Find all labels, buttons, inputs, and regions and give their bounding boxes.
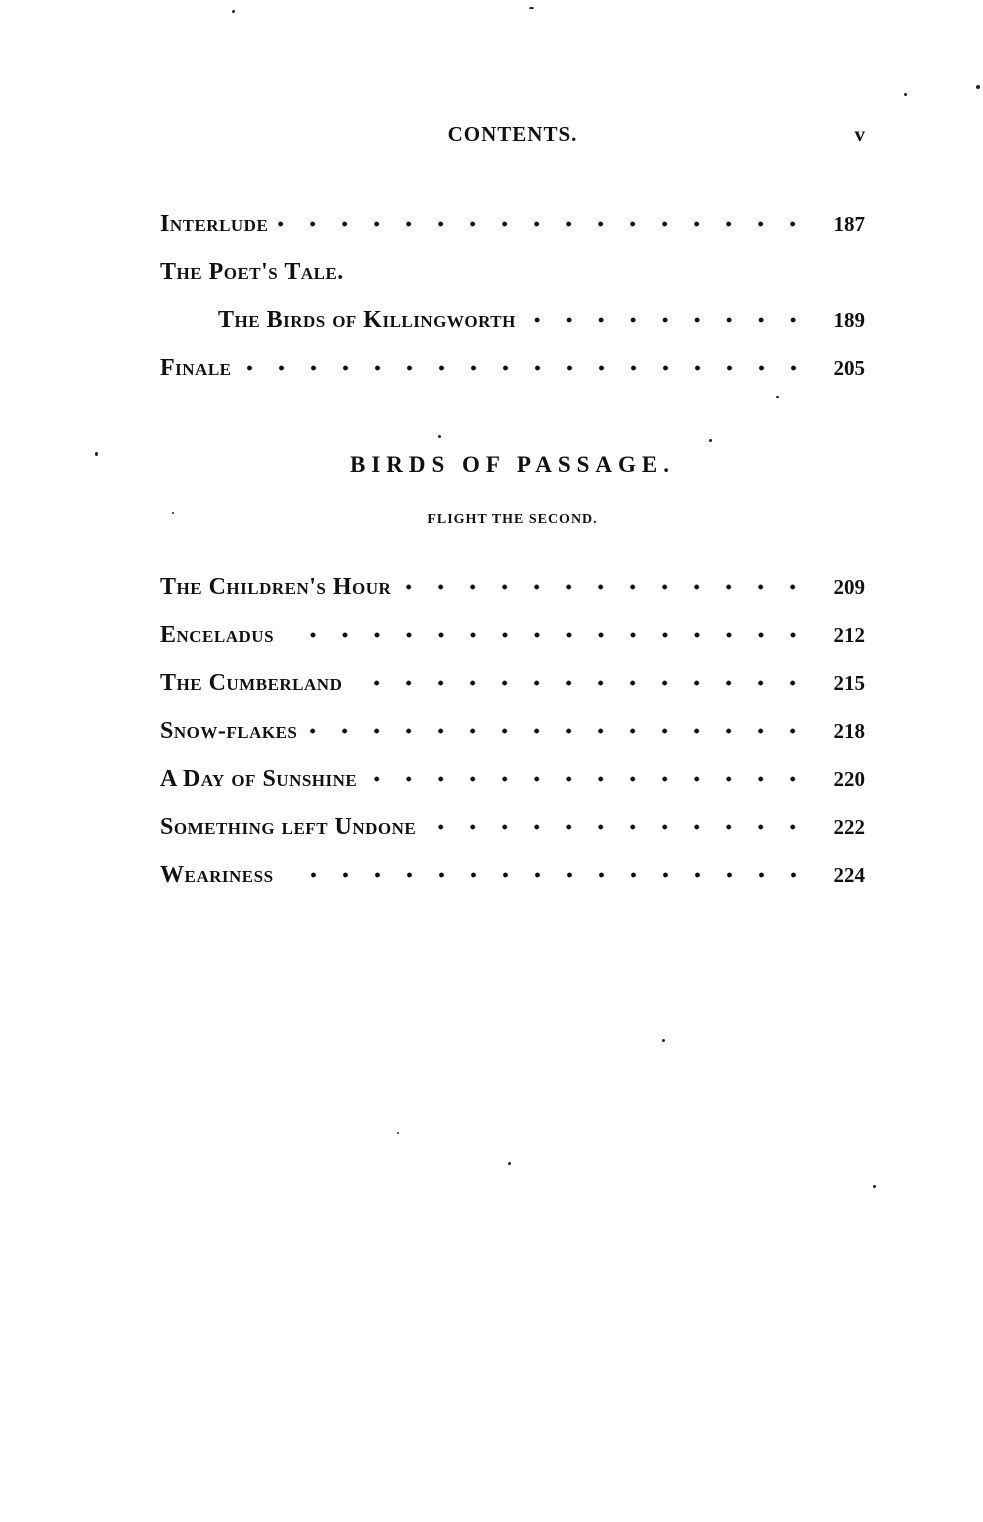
dot-leader <box>242 356 809 380</box>
dot-leader <box>367 767 809 791</box>
section-title: BIRDS OF PASSAGE. <box>349 452 675 477</box>
toc-entry <box>160 344 865 392</box>
page-numeral: v <box>854 122 865 146</box>
toc-entry-page: 224 <box>833 862 865 887</box>
toc-entry-page: 212 <box>833 622 865 647</box>
toc-entry-title: The Cumberland <box>160 669 343 696</box>
running-head <box>160 120 865 150</box>
toc-entry-page: 218 <box>833 718 865 743</box>
scan-speck <box>95 452 98 456</box>
toc-entry <box>160 803 865 851</box>
dot-leader <box>284 863 809 887</box>
dot-leader <box>352 671 809 695</box>
toc-entry <box>160 611 865 659</box>
toc-entry-page: 209 <box>833 574 865 599</box>
toc-entry-page: 187 <box>833 211 865 236</box>
toc-list-part1 <box>160 200 865 392</box>
scan-speck <box>976 85 980 89</box>
toc-entry-page: 189 <box>833 307 865 332</box>
toc-entry-title: The Children's Hour <box>160 573 392 600</box>
dot-leader <box>278 212 809 236</box>
toc-entry <box>160 563 865 611</box>
section-subtitle: FLIGHT THE SECOND. <box>427 512 598 527</box>
toc-entry-page: 215 <box>833 670 865 695</box>
scan-speck <box>508 1162 511 1165</box>
toc-list-part2 <box>160 563 865 899</box>
toc-entry-page: 222 <box>833 814 865 839</box>
toc-entry-title: Enceladus <box>160 621 275 648</box>
scan-speck <box>709 439 712 442</box>
running-title: CONTENTS. <box>447 122 578 146</box>
toc-entry-title: The Poet's Tale. <box>160 258 344 285</box>
dot-leader <box>401 575 809 599</box>
toc-entry-title: Interlude <box>160 210 269 237</box>
scan-speck <box>438 435 441 438</box>
dot-leader <box>307 719 809 743</box>
toc-entry-title: Weariness <box>160 861 274 888</box>
scan-speck <box>873 1185 876 1188</box>
scan-speck <box>232 10 235 13</box>
toc-entry <box>160 296 865 344</box>
toc-entry-title: Something left Undone <box>160 813 417 840</box>
toc-entry-title: Snow-flakes <box>160 717 298 744</box>
scan-speck <box>529 7 534 9</box>
dot-leader <box>284 623 809 647</box>
scan-speck <box>904 93 907 96</box>
toc-entry <box>160 659 865 707</box>
scan-speck <box>172 512 174 514</box>
scan-speck <box>662 1039 665 1042</box>
scan-speck <box>397 1132 399 1134</box>
dot-leader <box>526 308 809 332</box>
toc-entry-page: 205 <box>833 355 865 380</box>
toc-entry <box>160 200 865 248</box>
toc-entry-title: A Day of Sunshine <box>160 765 358 792</box>
toc-entry-title: The Birds of Killingworth <box>218 306 516 333</box>
toc-entry <box>160 755 865 803</box>
toc-entry <box>160 248 865 296</box>
dot-leader <box>426 815 809 839</box>
toc-entry-page: 220 <box>833 766 865 791</box>
toc-entry <box>160 851 865 899</box>
toc-entry-title: Finale <box>160 354 232 381</box>
scan-speck <box>776 396 779 398</box>
toc-entry <box>160 707 865 755</box>
